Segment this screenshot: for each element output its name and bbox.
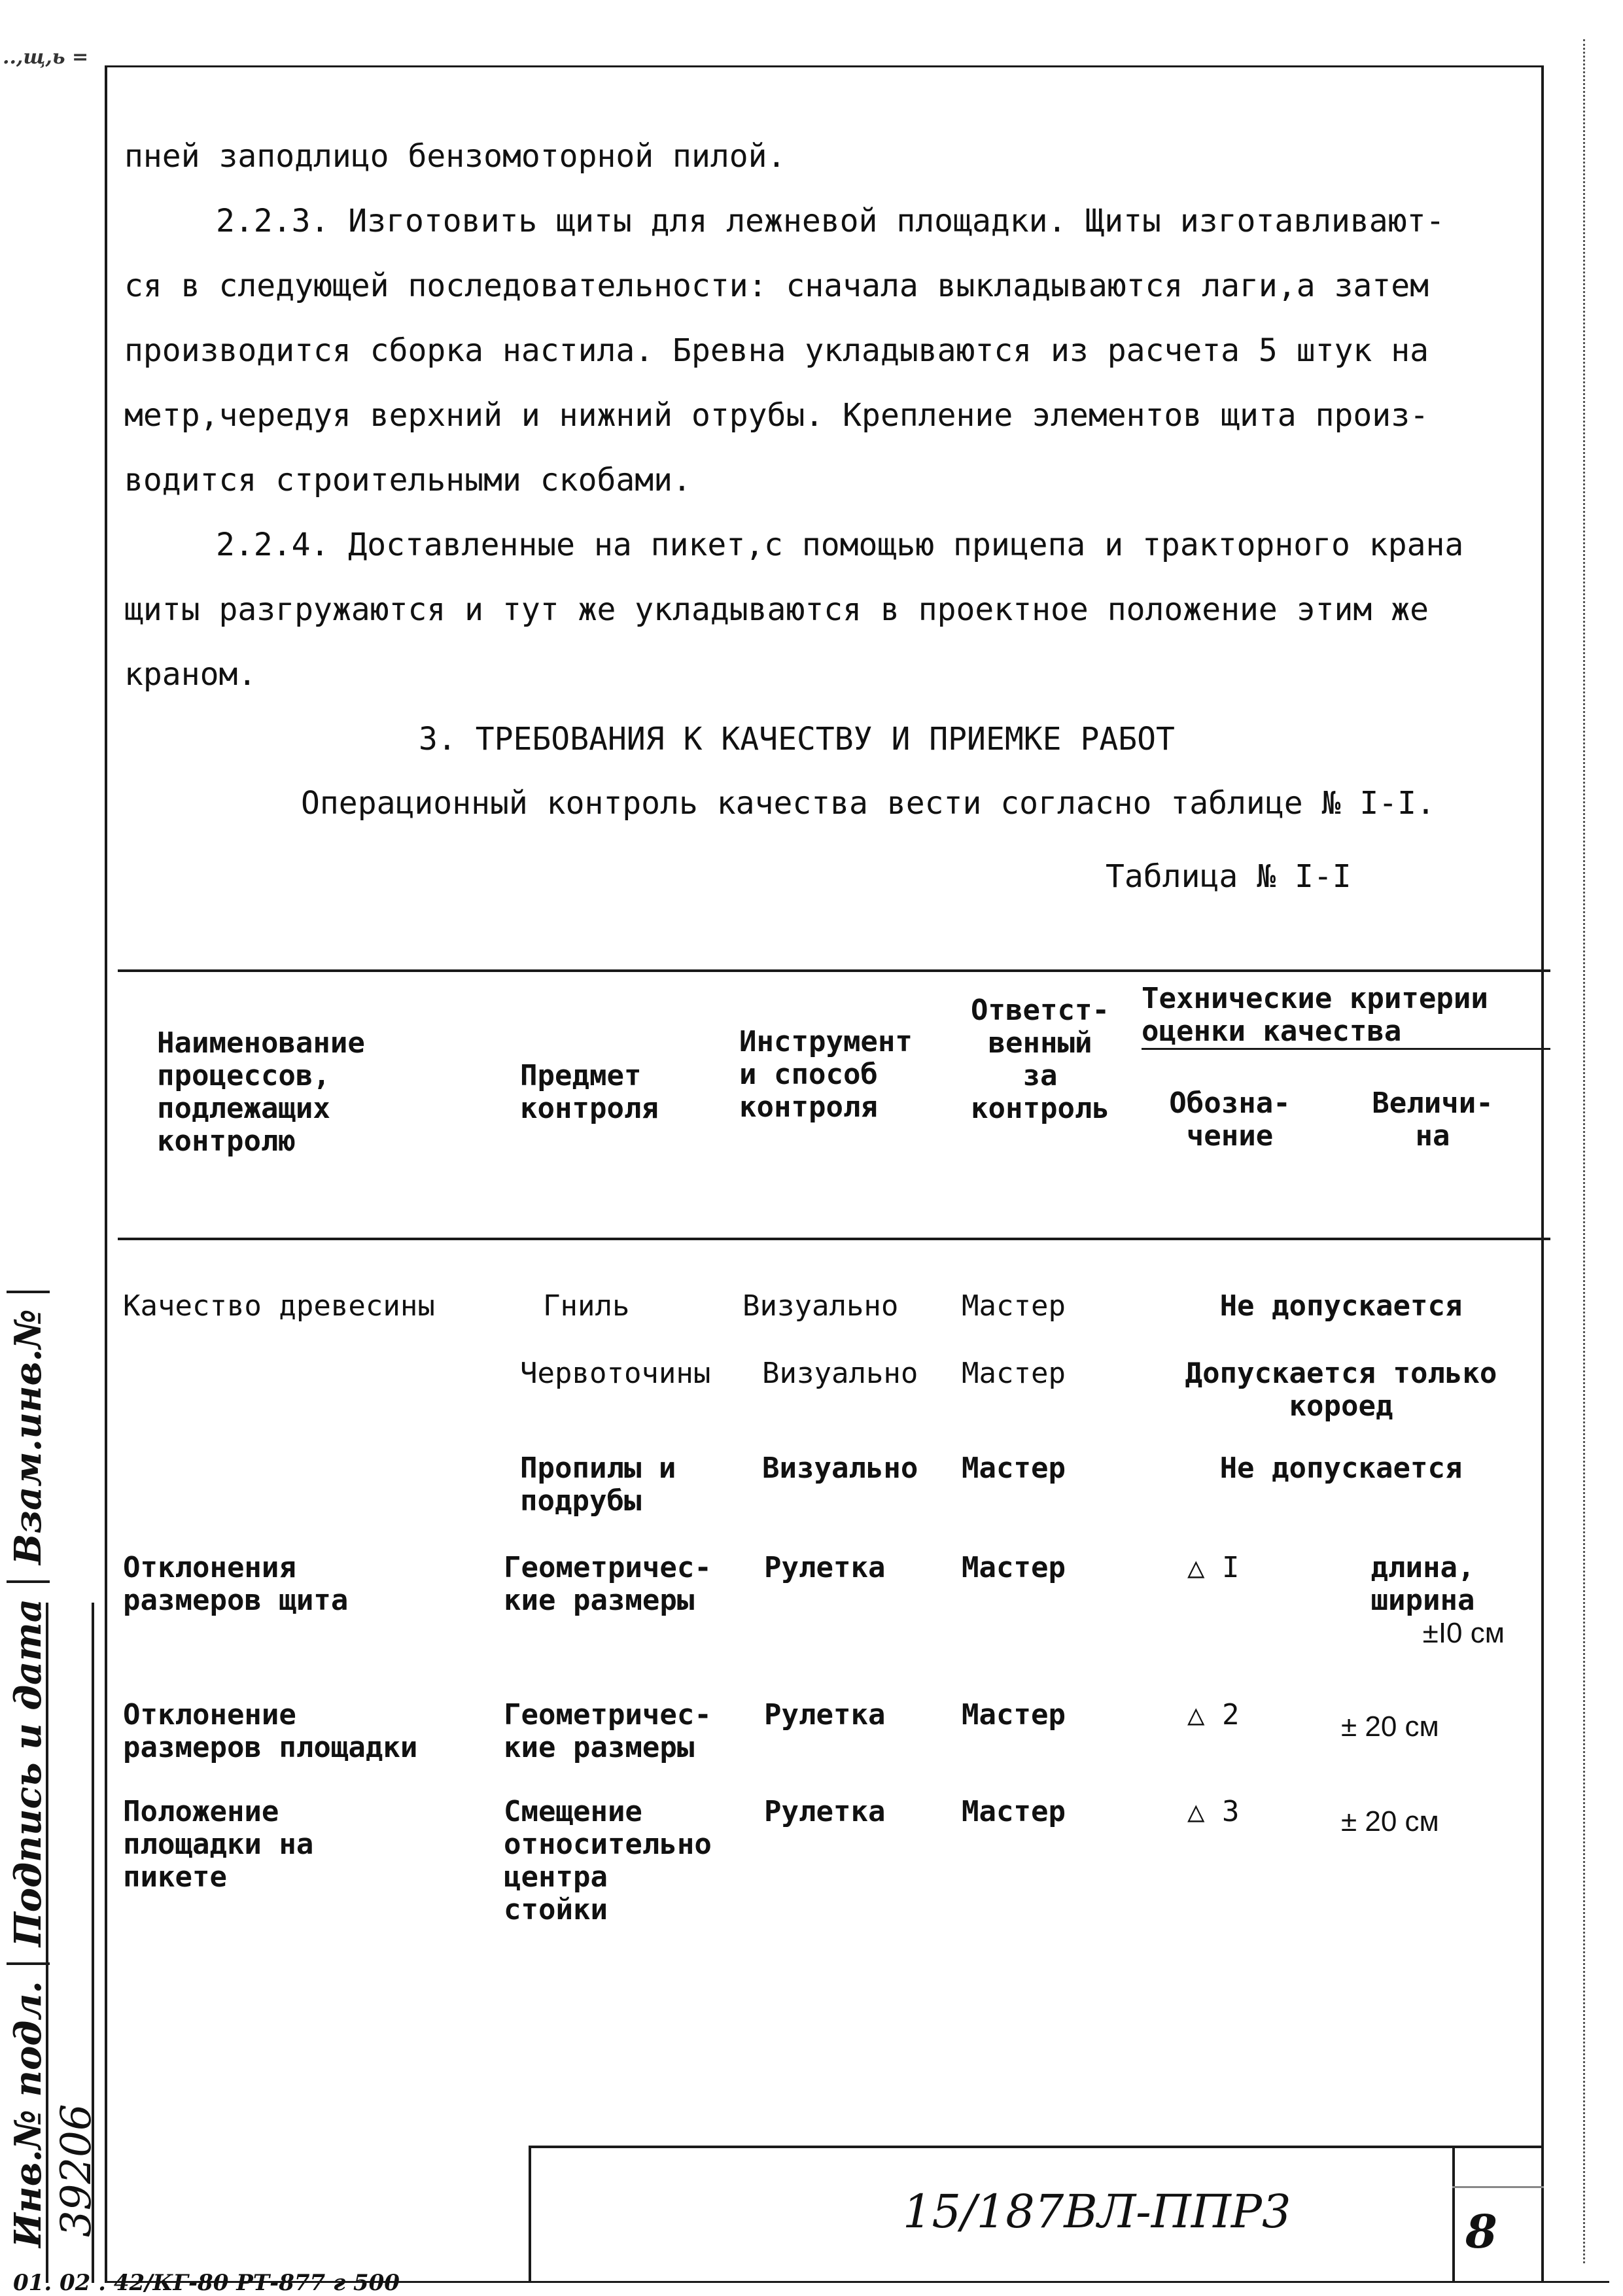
cell-process: Отклонения размеров щита xyxy=(123,1551,349,1617)
header-criteria: Технические критерии оценки качества xyxy=(1142,982,1488,1048)
cell-designation: △ 3 xyxy=(1187,1795,1240,1828)
body-line: ся в следующей последовательности: сначала выкладываются лаги,а затем xyxy=(124,268,1429,304)
table-top-rule xyxy=(118,969,1550,972)
margin-side-label xyxy=(7,1291,50,2263)
cell-responsible: Мастер xyxy=(962,1289,1066,1323)
header-designation: Обозна- чение xyxy=(1169,1087,1291,1153)
cell-responsible: Мастер xyxy=(962,1452,1066,1485)
margin-label-signature: Подпись и дата xyxy=(7,1580,50,1962)
section-heading: 3. ТРЕБОВАНИЯ К КАЧЕСТВУ И ПРИЕМКЕ РАБОТ xyxy=(419,721,1175,757)
page-frame-top xyxy=(105,65,1544,67)
body-line: 2.2.4. Доставленные на пикет,с помощью прицепа и тракторного крана xyxy=(216,527,1464,563)
body-line: водится строительными скобами. xyxy=(124,462,691,498)
cell-criteria-merged: Допускается только короед xyxy=(1185,1357,1497,1423)
body-line: пней заподлицо бензомоторной пилой. xyxy=(124,138,786,175)
cell-responsible: Мастер xyxy=(962,1551,1066,1584)
operational-control-text: Операционный контроль качества вести согласно таблице № I-I. xyxy=(301,785,1435,822)
cell-designation: △ I xyxy=(1187,1551,1240,1584)
cell-tool: Рулетка xyxy=(764,1795,886,1828)
cell-subject: Пропилы и подрубы xyxy=(520,1452,676,1518)
cell-tool: Визуально xyxy=(762,1357,918,1390)
criteria-underline xyxy=(1142,1048,1550,1050)
cell-tool: Визуально xyxy=(742,1289,899,1323)
body-line: краном. xyxy=(124,656,257,693)
cell-tool: Рулетка xyxy=(764,1698,886,1731)
body-line: щиты разгружаются и тут же укладываются в проектное положение этим же xyxy=(124,591,1429,628)
page-frame-left xyxy=(105,65,107,2283)
margin-label-replace: Взам.инв.№ xyxy=(7,1291,50,1580)
page-number: 8 xyxy=(1465,2204,1497,2259)
cell-subject: Геометричес- кие размеры xyxy=(504,1698,712,1764)
cell-criteria-merged: Не допускается xyxy=(1219,1452,1463,1485)
body-line: метр,чередуя верхний и нижний отрубы. Крепление элементов щита произ- xyxy=(124,397,1429,434)
header-process: Наименование процессов, подлежащих контролю xyxy=(157,1026,365,1158)
cell-value: длина, ширина ±I0 см xyxy=(1370,1551,1505,1649)
page-frame-right-dotted xyxy=(1583,39,1586,2263)
cell-subject: Гниль xyxy=(543,1289,630,1323)
page-frame-right xyxy=(1541,65,1544,2283)
header-value: Величи- на xyxy=(1372,1087,1493,1153)
table-header-rule xyxy=(118,1238,1550,1240)
cell-value: ± 20 см xyxy=(1341,1805,1439,1837)
print-order-note: 01. 02 . 42/КГ-80 РТ-877 г 500 xyxy=(13,2270,400,2296)
inventory-number: 39206 xyxy=(52,2104,101,2237)
header-tool: Инструмент и способ контроля xyxy=(739,1025,913,1124)
corner-mark: ..,щ,ь = xyxy=(3,46,89,69)
cell-responsible: Мастер xyxy=(962,1357,1066,1390)
cell-designation: △ 2 xyxy=(1187,1698,1240,1731)
cell-criteria-merged: Не допускается xyxy=(1219,1289,1463,1323)
cell-process: Положение площадки на пикете xyxy=(123,1795,314,1894)
cell-responsible: Мастер xyxy=(962,1795,1066,1828)
cell-process: Отклонение размеров площадки xyxy=(123,1698,418,1764)
cell-subject: Червоточины xyxy=(520,1357,711,1390)
body-line: производится сборка настила. Бревна укладываются из расчета 5 штук на xyxy=(124,332,1429,369)
cell-responsible: Мастер xyxy=(962,1698,1066,1731)
cell-subject: Геометричес- кие размеры xyxy=(504,1551,712,1617)
title-block-divider xyxy=(1452,2146,1455,2283)
cell-tool: Визуально xyxy=(762,1452,918,1485)
cell-subject: Смещение относительно центра стойки xyxy=(504,1795,712,1926)
cell-tool: Рулетка xyxy=(764,1551,886,1584)
document-code: 15/187ВЛ-ППР3 xyxy=(903,2185,1291,2238)
margin-label-inventory: Инв.№ подл. xyxy=(7,1962,50,2263)
table-caption: Таблица № I-I xyxy=(1106,858,1352,895)
cell-process: Качество древесины xyxy=(123,1289,435,1323)
title-block-subline xyxy=(1452,2186,1544,2188)
body-text xyxy=(124,124,1537,707)
header-subject: Предмет контроля xyxy=(520,1059,659,1125)
cell-value: ± 20 см xyxy=(1341,1711,1439,1743)
body-line: 2.2.3. Изготовить щиты для лежневой площадки. Щиты изготавливают- xyxy=(216,203,1445,239)
header-responsible: Ответст- венный за контроль xyxy=(971,994,1109,1125)
